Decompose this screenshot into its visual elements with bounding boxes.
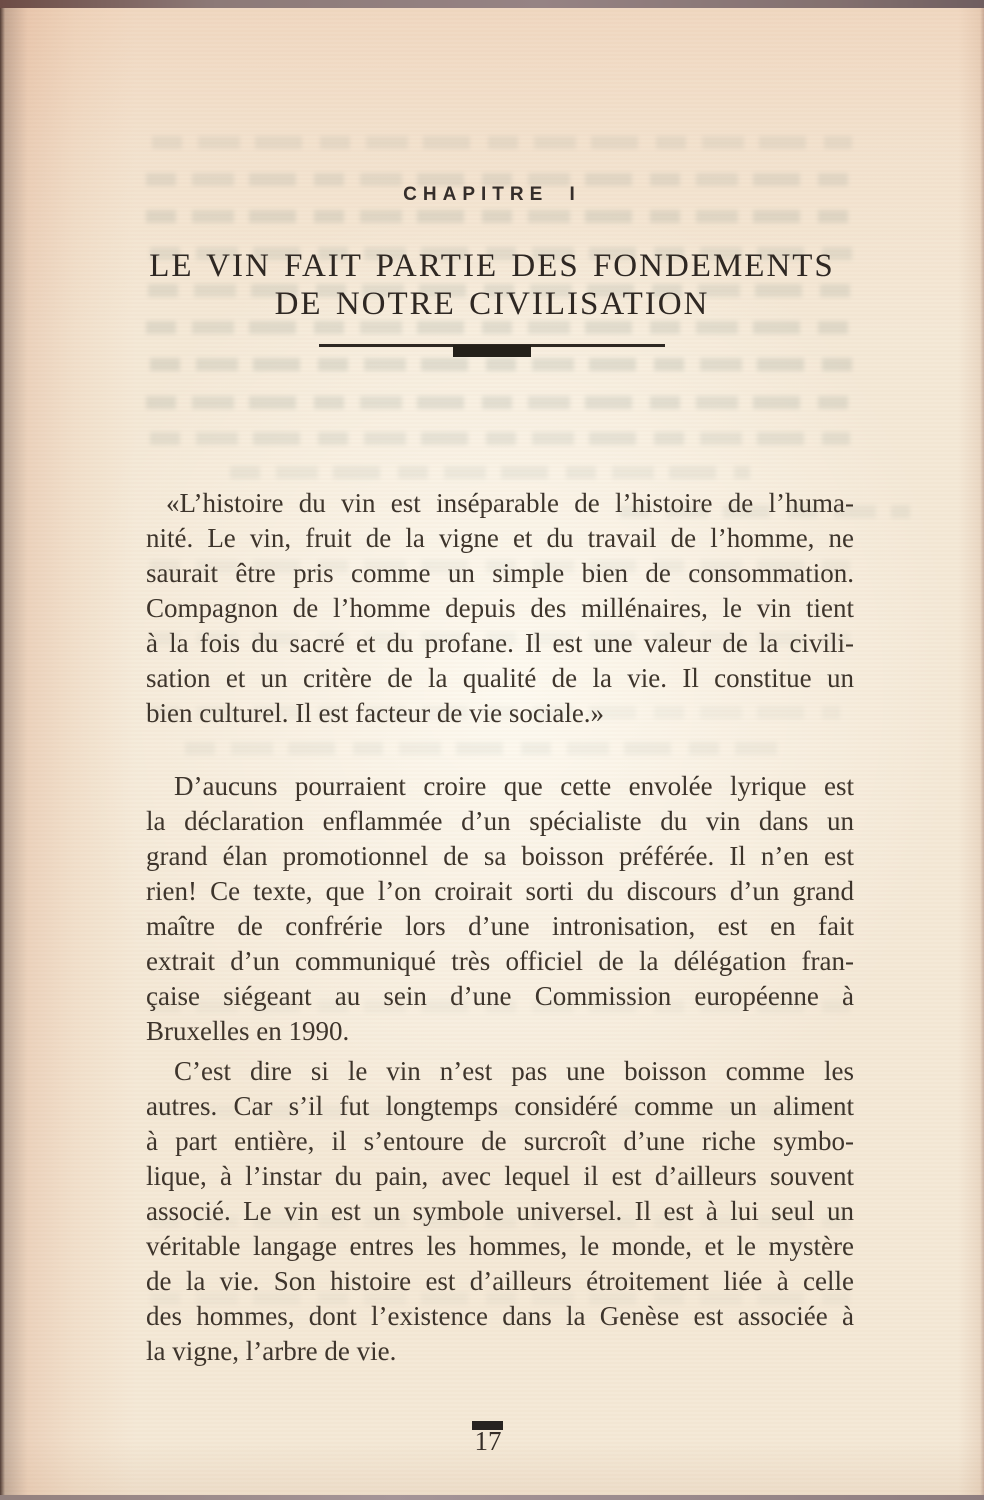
text-line: la vigne, l’arbre de vie.: [146, 1336, 397, 1366]
text-line: «L’histoire du vin est inséparable de l’histoire de l’huma-: [166, 488, 854, 518]
text-line: maître de confrérie lors d’une intronisation, est en fait: [146, 911, 854, 941]
body-paragraph: [146, 1054, 854, 1369]
section-divider: [319, 344, 665, 357]
text-line: extrait d’un communiqué très officiel de la délégation fran-: [146, 946, 854, 976]
text-line: C’est dire si le vin n’est pas une boisson comme les: [174, 1056, 854, 1086]
chapter-heading: CHAPITRE I: [403, 184, 581, 205]
text-line: Compagnon de l’homme depuis des millénaires, le vin tient: [146, 593, 854, 623]
text-line: bien culturel. Il est facteur de vie sociale.»: [146, 698, 605, 728]
text-line: saurait être pris comme un simple bien de consommation.: [146, 558, 854, 588]
text-line: çaise siégeant au sein d’une Commission européenne à: [146, 981, 854, 1011]
quote-paragraph: [146, 486, 854, 731]
text-line: des hommes, dont l’existence dans la Genèse est associée à: [146, 1301, 854, 1331]
text-line: la déclaration enflammée d’un spécialiste du vin dans un: [146, 806, 854, 836]
title-line-1: LE VIN FAIT PARTIE DES FONDEMENTS: [149, 248, 835, 284]
divider-bar: [453, 345, 531, 357]
text-line: rien! Ce texte, que l’on croirait sorti du discours d’un grand: [146, 876, 854, 906]
text-line: associé. Le vin est un symbole universel. Il est à lui seul un: [146, 1196, 854, 1226]
title-line-2: DE NOTRE CIVILISATION: [274, 286, 710, 322]
text-line: grand élan promotionnel de sa boisson préférée. Il n’en est: [146, 841, 854, 871]
text-line: de la vie. Son histoire est d’ailleurs étroitement liée à celle: [146, 1266, 854, 1296]
text-line: sation et un critère de la qualité de la vie. Il constitue un: [146, 663, 854, 693]
text-line: autres. Car s’il fut longtemps considéré comme un aliment: [146, 1091, 854, 1121]
text-line: à part entière, il s’entoure de surcroît d’une riche symbo-: [146, 1126, 854, 1156]
text-line: à la fois du sacré et du profane. Il est une valeur de la civili-: [146, 628, 854, 658]
text-line: Bruxelles en 1990.: [146, 1016, 350, 1046]
page-number: 17: [474, 1426, 502, 1456]
text-line: nité. Le vin, fruit de la vigne et du travail de l’homme, ne: [146, 523, 854, 553]
text-line: D’aucuns pourraient croire que cette envolée lyrique est: [174, 771, 854, 801]
text-line: véritable langage entres les hommes, le monde, et le mystère: [146, 1231, 854, 1261]
body-paragraph: [146, 769, 854, 1049]
text-line: lique, à l’instar du pain, avec lequel il est d’ailleurs souvent: [146, 1161, 854, 1191]
page-title: [0, 247, 984, 323]
